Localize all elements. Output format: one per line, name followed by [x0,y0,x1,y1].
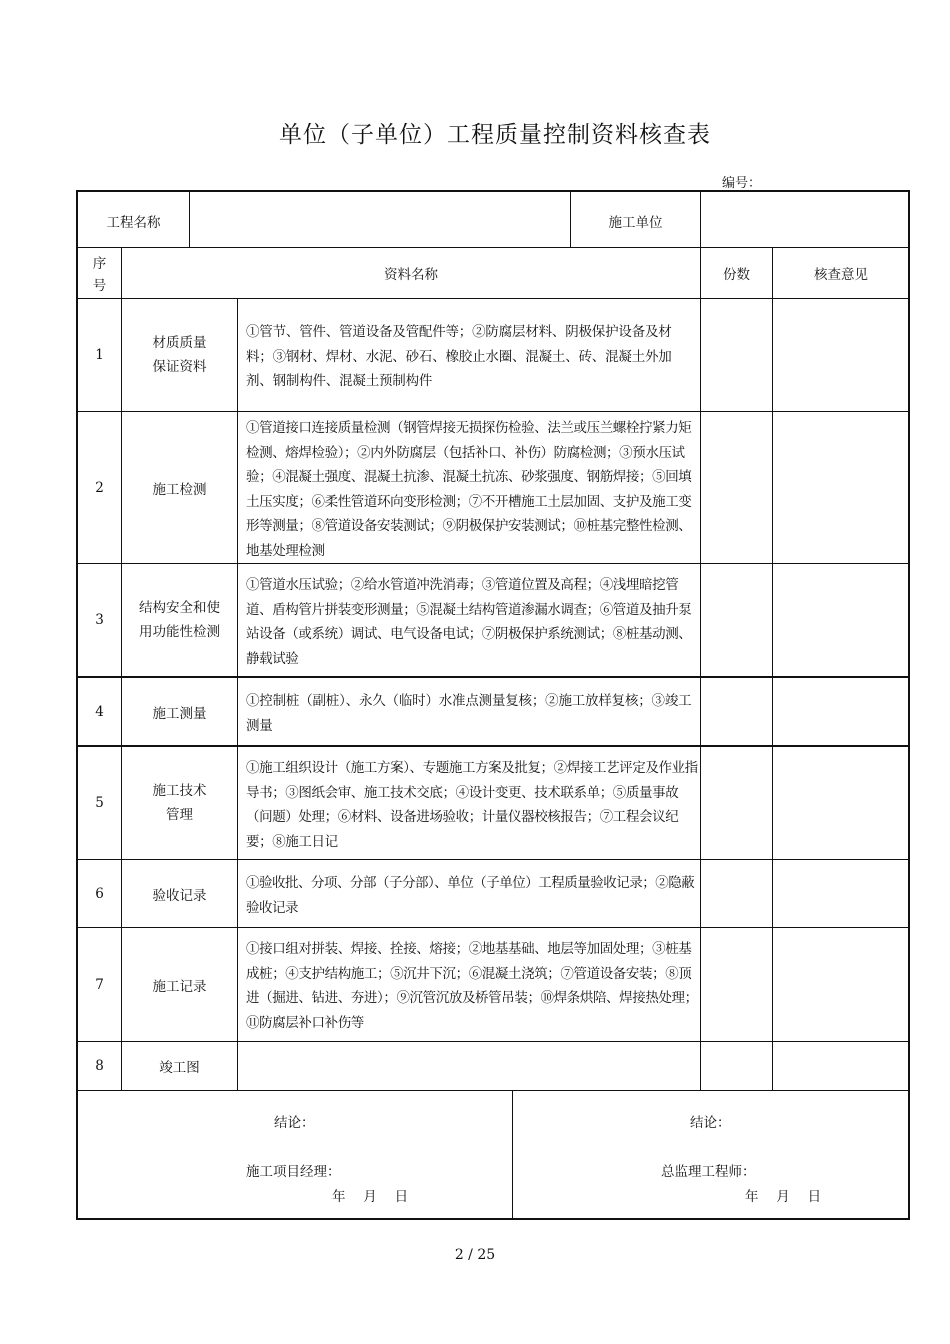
construction-manager-label: 施工项目经理： [246,1164,341,1180]
name-header: 资料名称 [384,267,438,283]
row-category-line: 材质质量 [152,335,207,351]
copies-header: 份数 [723,267,750,283]
row-content: ①管道水压试验；②给水管道冲洗消毒；③管道位置及高程；④浅埋暗挖管道、盾构管片拼装变形测量；⑤混凝土结构管道渗漏水调查；⑥管道及抽升泵站设备（或系统）调试、电气设备电试；⑦阴极保护系统测试；⑧桩基动测、静载试验 [246,577,692,667]
row-number: 2 [95,479,104,496]
project-name-value [190,198,570,244]
chief-supervisor-label: 总监理工程师： [661,1164,756,1180]
row-category-line: 结构安全和使 [139,600,220,616]
page-title: 单位（子单位）工程质量控制资料核查表 [279,122,711,148]
row-category: 验收记录 [152,887,207,904]
row-number: 6 [95,885,104,902]
rule [77,1090,909,1091]
document-number-label: 编号： [722,176,762,191]
page-number: 2 / 25 [454,1247,496,1263]
row-content: ①控制桩（副桩）、永久（临时）水准点测量复核；②施工放样复核；③竣工测量 [246,693,692,734]
row-number: 1 [95,347,104,363]
left-date: 年 月 日 [332,1189,409,1205]
row-category-line: 保证资料 [152,359,207,375]
row-content: ①管节、管件、管道设备及管配件等；②防腐层材料、阴极保护设备及材料；③钢材、焊材、水泥、砂石、橡胶止水圈、混凝土、砖、混凝土外加剂、钢制构件、混凝土预制构件 [246,324,672,389]
row-category-line: 管理 [166,807,193,823]
opinion-header: 核查意见 [814,267,868,283]
row-category-line: 施工技术 [152,783,207,799]
row-number: 8 [95,1058,104,1074]
row-category: 竣工图 [159,1060,200,1076]
seq-header-line: 号 [92,278,107,294]
right-conclusion: 结论： [690,1115,731,1131]
row-number: 5 [95,795,104,811]
row-number: 4 [95,703,104,720]
contractor-value [701,198,909,244]
row-category: 施工记录 [152,978,207,995]
row-number: 7 [95,976,104,993]
row-content: ①验收批、分项、分部（子分部）、单位（子单位）工程质量验收记录；②隐蔽验收记录 [246,875,695,916]
row-category [122,299,237,411]
rule [772,247,773,1090]
row-category: 施工检测 [152,481,207,498]
row-category [122,747,237,859]
row-category [122,564,237,676]
row-content: ①管道接口连接质量检测（钢管焊接无损探伤检验、法兰或压兰螺栓拧紧力矩检测、熔焊检验）；②内外防腐层（包括补口、补伤）防腐检测；③预水压试验；④混凝土强度、混凝土抗渗、混凝土抗冻、砂浆强度、钢筋焊接；⑤回填土压实度；⑥柔性管道环向变形检测；⑦不开槽施工土层加固、支护及施工变形等测量；⑧管道设备安装测试；⑨阴极保护安装测试；⑩桩基完整性检测、地基处理检测 [246,420,692,559]
contractor-label: 施工单位 [608,215,663,231]
rule [237,298,238,1090]
row-content: ①施工组织设计（施工方案）、专题施工方案及批复；②焊接工艺评定及作业指导书；③图纸会审、施工技术交底；④设计变更、技术联系单；⑤质量事故（问题）处理；⑥材料、设备进场验收；计量仪器校核报告；⑦工程会议纪要；⑧施工日记 [246,760,698,850]
seq-header-line: 序 [92,256,107,272]
left-conclusion: 结论： [274,1115,315,1131]
rule [700,191,701,1090]
right-date: 年 月 日 [745,1189,822,1205]
row-number: 3 [95,612,104,628]
rule [512,1090,513,1219]
project-name-label: 工程名称 [106,215,161,231]
row-category: 施工测量 [152,705,207,722]
seq-header [78,253,121,297]
row-content: ①接口组对拼装、焊接、拴接、熔接；②地基基础、地层等加固处理；③桩基成桩；④支护结构施工；⑤沉井下沉；⑥混凝土浇筑；⑦管道设备安装；⑧顶进（掘进、钻进、夯进）；⑨沉管沉放及桥管吊装；⑩焊条烘陪、焊接热处理；⑪防腐层补口补伤等 [246,941,698,1031]
row-category-line: 用功能性检测 [139,624,220,640]
